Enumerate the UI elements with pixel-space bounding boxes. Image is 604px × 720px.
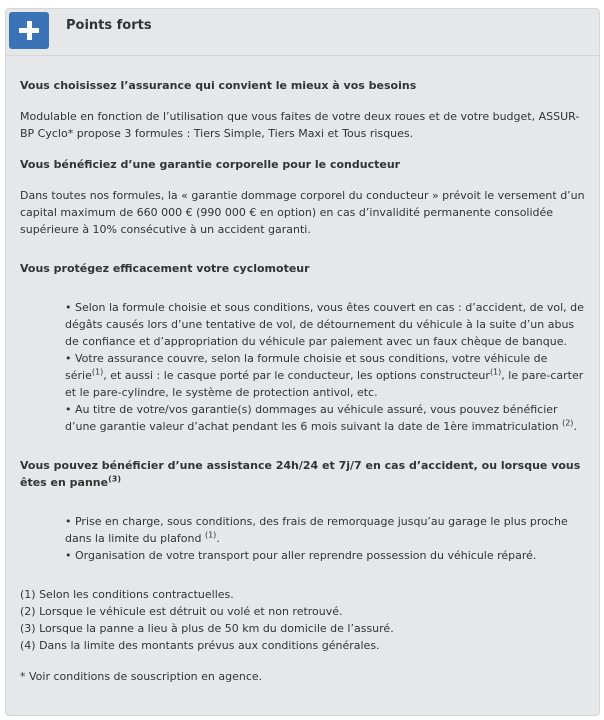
list-item: • Organisation de votre transport pour aller reprendre possession du véhicule réparé. bbox=[65, 549, 537, 562]
footnote: * Voir conditions de souscription en agence. bbox=[20, 670, 263, 683]
list-item: • Au titre de votre/vos garantie(s) dommages au véhicule assuré, vous pouvez bénéficier d’une garantie valeur d’achat pendant les 6 mois suivant la date de 1ère immatriculation $^{(2)}$. bbox=[65, 403, 577, 433]
section-heading: Vous protégez efficacement votre cyclomoteur bbox=[20, 262, 310, 275]
list-item: • Selon la formule choisie et sous conditions, vous êtes couvert en cas : d’accident, de vol, de dégâts causés lors d’une tentative de vol, de détournement du véhicule à la suite d’un abus de confiance et d’appropriation du véhicule par paiement avec un faux chèque de banque. bbox=[65, 301, 584, 348]
panel-content bbox=[20, 77, 588, 685]
section-heading: Vous pouvez bénéficier d’une assistance 24h/24 et 7j/7 en cas d’accident, ou lorsque vous êtes en panne$^{(3)}$ bbox=[20, 459, 581, 489]
plus-icon bbox=[9, 12, 49, 49]
list-item: • Prise en charge, sous conditions, des frais de remorquage jusqu’au garage le plus proche dans la limite du plafond $^{(1)}$. bbox=[65, 515, 568, 545]
note-item: (2) Lorsque le véhicule est détruit ou volé et non retrouvé. bbox=[20, 605, 343, 618]
panel-title: Points forts bbox=[66, 18, 152, 33]
bullet-list bbox=[65, 299, 588, 435]
header-divider bbox=[6, 55, 599, 56]
note-item: (1) Selon les conditions contractuelles. bbox=[20, 588, 234, 601]
notes-list bbox=[20, 586, 588, 654]
list-item: • Votre assurance couvre, selon la formule choisie et sous conditions, votre véhicule de série$^{(1)}$, et aussi : le casque porté par le conducteur, les options constructeur$^{(1)}$, le pare-carter et le pare-cylindre, le système de protection antivol, etc. bbox=[65, 352, 584, 399]
note-item: (3) Lorsque la panne a lieu à plus de 50 km du domicile de l’assuré. bbox=[20, 622, 394, 635]
section-heading: Vous bénéficiez d’une garantie corporelle pour le conducteur bbox=[20, 158, 401, 171]
section-body: Dans toutes nos formules, la « garantie dommage corporel du conducteur » prévoit le versement d’un capital maximum de 660 000 € (990 000 € en option) en cas d’invalidité permanente consolidée supérieure à 10% consécutive à un accident garanti. bbox=[20, 189, 585, 236]
bullet-list bbox=[65, 513, 588, 564]
note-item: (4) Dans la limite des montants prévus aux conditions générales. bbox=[20, 639, 380, 652]
panel-header bbox=[6, 9, 599, 45]
section-heading: Vous choisissez l’assurance qui convient le mieux à vos besoins bbox=[20, 79, 417, 92]
section-body: Modulable en fonction de l’utilisation que vous faites de votre deux roues et de votre budget, ASSUR-BP Cyclo* propose 3 formules : Tiers Simple, Tiers Maxi et Tous risques. bbox=[20, 110, 580, 140]
points-forts-panel bbox=[5, 8, 600, 716]
